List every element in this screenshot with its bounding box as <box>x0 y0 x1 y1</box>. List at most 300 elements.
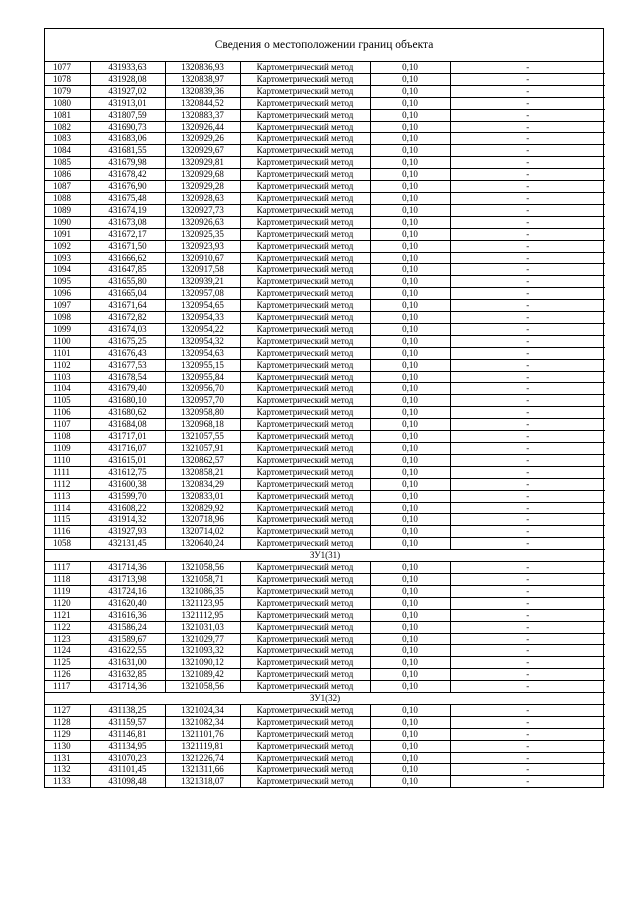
table-row <box>45 562 605 574</box>
method-cell: Картометрический метод <box>240 669 370 681</box>
method-cell: Картометрический метод <box>240 121 370 133</box>
y-coordinate-cell: 1321058,56 <box>165 681 240 693</box>
method-cell: Картометрический метод <box>240 169 370 181</box>
accuracy-cell: 0,10 <box>370 621 450 633</box>
table-row <box>45 431 605 443</box>
description-cell: - <box>450 216 605 228</box>
x-coordinate-cell: 431622,55 <box>90 645 165 657</box>
description-cell: - <box>450 562 605 574</box>
table-row <box>45 669 605 681</box>
table-row <box>45 490 605 502</box>
y-coordinate-cell: 1321057,55 <box>165 431 240 443</box>
method-cell: Картометрический метод <box>240 85 370 97</box>
description-cell: - <box>450 407 605 419</box>
description-cell: - <box>450 276 605 288</box>
y-coordinate-cell: 1321058,71 <box>165 573 240 585</box>
description-cell: - <box>450 633 605 645</box>
x-coordinate-cell: 431612,75 <box>90 466 165 478</box>
method-cell: Картометрический метод <box>240 288 370 300</box>
accuracy-cell: 0,10 <box>370 443 450 455</box>
y-coordinate-cell: 1320929,26 <box>165 133 240 145</box>
point-number-cell: 1098 <box>45 312 90 324</box>
point-number-cell: 1092 <box>45 240 90 252</box>
y-coordinate-cell: 1320954,65 <box>165 300 240 312</box>
x-coordinate-cell: 431678,42 <box>90 169 165 181</box>
method-cell: Картометрический метод <box>240 740 370 752</box>
table-row <box>45 514 605 526</box>
table-row <box>45 323 605 335</box>
table-row <box>45 585 605 597</box>
point-number-cell: 1096 <box>45 288 90 300</box>
point-number-cell: 1124 <box>45 645 90 657</box>
table-row <box>45 216 605 228</box>
y-coordinate-cell: 1320718,96 <box>165 514 240 526</box>
table-row <box>45 109 605 121</box>
x-coordinate-cell: 431675,25 <box>90 335 165 347</box>
method-cell: Картометрический метод <box>240 347 370 359</box>
accuracy-cell: 0,10 <box>370 85 450 97</box>
method-cell: Картометрический метод <box>240 371 370 383</box>
section-label: ЗУ1(32) <box>45 693 605 705</box>
point-number-cell: 1122 <box>45 621 90 633</box>
accuracy-cell: 0,10 <box>370 216 450 228</box>
method-cell: Картометрический метод <box>240 538 370 550</box>
y-coordinate-cell: 1320957,08 <box>165 288 240 300</box>
method-cell: Картометрический метод <box>240 192 370 204</box>
method-cell: Картометрический метод <box>240 145 370 157</box>
table-row <box>45 359 605 371</box>
y-coordinate-cell: 1321311,66 <box>165 764 240 776</box>
description-cell: - <box>450 704 605 716</box>
description-cell: - <box>450 621 605 633</box>
x-coordinate-cell: 431717,01 <box>90 431 165 443</box>
description-cell: - <box>450 73 605 85</box>
point-number-cell: 1113 <box>45 490 90 502</box>
table-row <box>45 335 605 347</box>
x-coordinate-cell: 432131,45 <box>90 538 165 550</box>
method-cell: Картометрический метод <box>240 562 370 574</box>
y-coordinate-cell: 1321057,91 <box>165 443 240 455</box>
x-coordinate-cell: 431677,53 <box>90 359 165 371</box>
point-number-cell: 1125 <box>45 657 90 669</box>
x-coordinate-cell: 431680,62 <box>90 407 165 419</box>
table-row <box>45 478 605 490</box>
table-row <box>45 383 605 395</box>
y-coordinate-cell: 1321090,12 <box>165 657 240 669</box>
description-cell: - <box>450 609 605 621</box>
method-cell: Картометрический метод <box>240 752 370 764</box>
y-coordinate-cell: 1320954,63 <box>165 347 240 359</box>
table-row <box>45 728 605 740</box>
description-cell: - <box>450 359 605 371</box>
description-cell: - <box>450 240 605 252</box>
point-number-cell: 1103 <box>45 371 90 383</box>
point-number-cell: 1111 <box>45 466 90 478</box>
table-row <box>45 573 605 585</box>
x-coordinate-cell: 431679,40 <box>90 383 165 395</box>
method-cell: Картометрический метод <box>240 454 370 466</box>
table-row <box>45 657 605 669</box>
x-coordinate-cell: 431716,07 <box>90 443 165 455</box>
y-coordinate-cell: 1320640,24 <box>165 538 240 550</box>
y-coordinate-cell: 1321093,32 <box>165 645 240 657</box>
x-coordinate-cell: 431146,81 <box>90 728 165 740</box>
method-cell: Картометрический метод <box>240 764 370 776</box>
y-coordinate-cell: 1320954,33 <box>165 312 240 324</box>
method-cell: Картометрический метод <box>240 228 370 240</box>
y-coordinate-cell: 1320714,02 <box>165 526 240 538</box>
description-cell: - <box>450 514 605 526</box>
description-cell: - <box>450 145 605 157</box>
y-coordinate-cell: 1320858,21 <box>165 466 240 478</box>
table-row <box>45 347 605 359</box>
y-coordinate-cell: 1321123,95 <box>165 597 240 609</box>
x-coordinate-cell: 431672,17 <box>90 228 165 240</box>
y-coordinate-cell: 1320917,58 <box>165 264 240 276</box>
method-cell: Картометрический метод <box>240 204 370 216</box>
method-cell: Картометрический метод <box>240 335 370 347</box>
x-coordinate-cell: 431589,67 <box>90 633 165 645</box>
accuracy-cell: 0,10 <box>370 97 450 109</box>
method-cell: Картометрический метод <box>240 514 370 526</box>
y-coordinate-cell: 1320844,52 <box>165 97 240 109</box>
table-row <box>45 538 605 550</box>
point-number-cell: 1102 <box>45 359 90 371</box>
accuracy-cell: 0,10 <box>370 192 450 204</box>
description-cell: - <box>450 133 605 145</box>
table-row <box>45 502 605 514</box>
section-label: ЗУ1(31) <box>45 550 605 562</box>
x-coordinate-cell: 431673,08 <box>90 216 165 228</box>
accuracy-cell: 0,10 <box>370 347 450 359</box>
description-cell: - <box>450 573 605 585</box>
description-cell: - <box>450 526 605 538</box>
point-number-cell: 1127 <box>45 704 90 716</box>
method-cell: Картометрический метод <box>240 704 370 716</box>
y-coordinate-cell: 1320836,93 <box>165 62 240 73</box>
method-cell: Картометрический метод <box>240 323 370 335</box>
table-row <box>45 204 605 216</box>
point-number-cell: 1109 <box>45 443 90 455</box>
x-coordinate-cell: 431724,16 <box>90 585 165 597</box>
method-cell: Картометрический метод <box>240 109 370 121</box>
x-coordinate-cell: 431647,85 <box>90 264 165 276</box>
x-coordinate-cell: 431070,23 <box>90 752 165 764</box>
y-coordinate-cell: 1321101,76 <box>165 728 240 740</box>
table-row <box>45 240 605 252</box>
y-coordinate-cell: 1320958,80 <box>165 407 240 419</box>
y-coordinate-cell: 1321082,34 <box>165 716 240 728</box>
point-number-cell: 1108 <box>45 431 90 443</box>
accuracy-cell: 0,10 <box>370 323 450 335</box>
point-number-cell: 1089 <box>45 204 90 216</box>
method-cell: Картометрический метод <box>240 502 370 514</box>
table-row <box>45 85 605 97</box>
point-number-cell: 1077 <box>45 62 90 73</box>
table-row <box>45 466 605 478</box>
table-row <box>45 752 605 764</box>
method-cell: Картометрический метод <box>240 359 370 371</box>
description-cell: - <box>450 597 605 609</box>
point-number-cell: 1117 <box>45 562 90 574</box>
table-row <box>45 62 605 73</box>
description-cell: - <box>450 252 605 264</box>
y-coordinate-cell: 1321029,77 <box>165 633 240 645</box>
x-coordinate-cell: 431914,32 <box>90 514 165 526</box>
point-number-cell: 1085 <box>45 157 90 169</box>
method-cell: Картометрический метод <box>240 264 370 276</box>
accuracy-cell: 0,10 <box>370 73 450 85</box>
description-cell: - <box>526 776 530 787</box>
description-cell: - <box>450 204 605 216</box>
method-cell: Картометрический метод <box>240 312 370 324</box>
y-coordinate-cell: 1321119,81 <box>165 740 240 752</box>
y-coordinate-cell: 1320939,21 <box>165 276 240 288</box>
x-coordinate-cell: 431807,59 <box>90 109 165 121</box>
method-cell: Картометрический метод <box>240 181 370 193</box>
table-row <box>45 704 605 716</box>
accuracy-cell: 0,10 <box>370 264 450 276</box>
accuracy-cell: 0,10 <box>370 371 450 383</box>
x-coordinate-cell: 431678,54 <box>90 371 165 383</box>
point-number-cell: 1107 <box>45 419 90 431</box>
description-cell: - <box>450 478 605 490</box>
table-row <box>45 526 605 538</box>
table-row <box>45 97 605 109</box>
y-coordinate-cell: 1321024,34 <box>165 704 240 716</box>
accuracy-cell: 0,10 <box>370 776 450 787</box>
method-cell: Картометрический метод <box>240 621 370 633</box>
x-coordinate-cell: 431927,93 <box>90 526 165 538</box>
y-coordinate-cell: 1320910,67 <box>165 252 240 264</box>
point-number-cell: 1101 <box>45 347 90 359</box>
point-number-cell: 1117 <box>45 681 90 693</box>
table-row <box>45 633 605 645</box>
y-coordinate-cell: 1320834,29 <box>165 478 240 490</box>
point-number-cell: 1081 <box>45 109 90 121</box>
table-row <box>45 264 605 276</box>
description-cell: - <box>450 490 605 502</box>
accuracy-cell: 0,10 <box>370 157 450 169</box>
table-row <box>45 228 605 240</box>
accuracy-cell: 0,10 <box>370 276 450 288</box>
y-coordinate-cell: 1320928,63 <box>165 192 240 204</box>
method-cell: Картометрический метод <box>240 728 370 740</box>
x-coordinate-cell: 431676,90 <box>90 181 165 193</box>
table-row <box>45 419 605 431</box>
table-row <box>45 121 605 133</box>
point-number-cell: 1104 <box>45 383 90 395</box>
description-cell: - <box>450 728 605 740</box>
method-cell: Картометрический метод <box>240 609 370 621</box>
x-coordinate-cell: 431676,43 <box>90 347 165 359</box>
description-cell: - <box>450 669 605 681</box>
accuracy-cell: 0,10 <box>370 121 450 133</box>
accuracy-cell: 0,10 <box>370 359 450 371</box>
point-number-cell: 1114 <box>45 502 90 514</box>
accuracy-cell: 0,10 <box>370 562 450 574</box>
method-cell: Картометрический метод <box>240 585 370 597</box>
y-coordinate-cell: 1320883,37 <box>165 109 240 121</box>
table-row <box>45 157 605 169</box>
table-row <box>45 73 605 85</box>
x-coordinate-cell: 431684,08 <box>90 419 165 431</box>
description-cell: - <box>450 419 605 431</box>
table-row <box>45 192 605 204</box>
description-cell: - <box>450 181 605 193</box>
accuracy-cell: 0,10 <box>370 645 450 657</box>
table-row <box>45 395 605 407</box>
method-cell: Картометрический метод <box>240 276 370 288</box>
accuracy-cell: 0,10 <box>370 252 450 264</box>
point-number-cell: 1106 <box>45 407 90 419</box>
y-coordinate-cell: 1320955,84 <box>165 371 240 383</box>
method-cell: Картометрический метод <box>240 478 370 490</box>
x-coordinate-cell: 431672,82 <box>90 312 165 324</box>
x-coordinate-cell: 431134,95 <box>90 740 165 752</box>
y-coordinate-cell: 1320925,35 <box>165 228 240 240</box>
y-coordinate-cell: 1320839,36 <box>165 85 240 97</box>
point-number-cell: 1088 <box>45 192 90 204</box>
accuracy-cell: 0,10 <box>370 181 450 193</box>
description-cell: - <box>450 657 605 669</box>
x-coordinate-cell: 431933,63 <box>90 62 165 73</box>
accuracy-cell: 0,10 <box>370 419 450 431</box>
description-cell: - <box>450 323 605 335</box>
method-cell: Картометрический метод <box>240 526 370 538</box>
y-coordinate-cell: 1320929,28 <box>165 181 240 193</box>
method-cell: Картометрический метод <box>240 157 370 169</box>
point-number-cell: 1082 <box>45 121 90 133</box>
point-number-cell: 1112 <box>45 478 90 490</box>
method-cell: Картометрический метод <box>240 633 370 645</box>
description-cell: - <box>450 681 605 693</box>
x-coordinate-cell: 431655,80 <box>90 276 165 288</box>
point-number-cell: 1119 <box>45 585 90 597</box>
table-row <box>45 597 605 609</box>
description-cell: - <box>450 97 605 109</box>
point-number-cell: 1086 <box>45 169 90 181</box>
x-coordinate-cell: 431159,57 <box>90 716 165 728</box>
point-number-cell: 1126 <box>45 669 90 681</box>
x-coordinate-cell: 431913,01 <box>90 97 165 109</box>
point-number-cell: 1132 <box>45 764 90 776</box>
method-cell: Картометрический метод <box>240 300 370 312</box>
accuracy-cell: 0,10 <box>370 490 450 502</box>
description-cell: - <box>450 466 605 478</box>
x-coordinate-cell: 431600,38 <box>90 478 165 490</box>
point-number-cell: 1084 <box>45 145 90 157</box>
method-cell: Картометрический метод <box>240 73 370 85</box>
method-cell: Картометрический метод <box>240 466 370 478</box>
description-cell: - <box>450 157 605 169</box>
method-cell: Картометрический метод <box>240 645 370 657</box>
method-cell: Картометрический метод <box>240 216 370 228</box>
point-number-cell: 1130 <box>45 740 90 752</box>
description-cell: - <box>450 300 605 312</box>
accuracy-cell: 0,10 <box>370 169 450 181</box>
method-cell: Картометрический метод <box>240 776 370 787</box>
description-cell: - <box>450 431 605 443</box>
method-cell: Картометрический метод <box>240 62 370 73</box>
x-coordinate-cell: 431615,01 <box>90 454 165 466</box>
point-number-cell: 1058 <box>45 538 90 550</box>
table-row <box>45 645 605 657</box>
point-number-cell: 1123 <box>45 633 90 645</box>
y-coordinate-cell: 1320927,73 <box>165 204 240 216</box>
description-cell: - <box>450 62 605 73</box>
point-number-cell: 1093 <box>45 252 90 264</box>
description-cell: - <box>450 335 605 347</box>
accuracy-cell: 0,10 <box>370 454 450 466</box>
accuracy-cell: 0,10 <box>370 752 450 764</box>
description-cell: - <box>450 264 605 276</box>
y-coordinate-cell: 1320926,44 <box>165 121 240 133</box>
point-number-cell: 1090 <box>45 216 90 228</box>
boundary-table-frame <box>44 28 604 788</box>
accuracy-cell: 0,10 <box>370 478 450 490</box>
description-cell: - <box>450 454 605 466</box>
point-number-cell: 1099 <box>45 323 90 335</box>
y-coordinate-cell: 1320957,70 <box>165 395 240 407</box>
point-number-cell: 1116 <box>45 526 90 538</box>
accuracy-cell: 0,10 <box>370 395 450 407</box>
accuracy-cell: 0,10 <box>370 204 450 216</box>
point-number-cell: 1095 <box>45 276 90 288</box>
accuracy-cell: 0,10 <box>370 228 450 240</box>
accuracy-cell: 0,10 <box>370 502 450 514</box>
y-coordinate-cell: 1320862,57 <box>165 454 240 466</box>
table-row <box>45 621 605 633</box>
y-coordinate-cell: 1321226,74 <box>165 752 240 764</box>
table-row <box>45 443 605 455</box>
description-cell: - <box>450 371 605 383</box>
table-row <box>45 276 605 288</box>
description-cell: - <box>450 121 605 133</box>
accuracy-cell: 0,10 <box>370 288 450 300</box>
description-cell: - <box>450 502 605 514</box>
y-coordinate-cell: 1321089,42 <box>165 669 240 681</box>
method-cell: Картометрический метод <box>240 252 370 264</box>
point-number-cell: 1121 <box>45 609 90 621</box>
y-coordinate-cell: 1320954,32 <box>165 335 240 347</box>
point-number-cell: 1129 <box>45 728 90 740</box>
point-number-cell: 1133 <box>45 776 90 787</box>
table-row <box>45 288 605 300</box>
table-row <box>45 776 605 787</box>
y-coordinate-cell: 1321318,07 <box>165 776 240 787</box>
point-number-cell: 1100 <box>45 335 90 347</box>
y-coordinate-cell: 1320929,68 <box>165 169 240 181</box>
method-cell: Картометрический метод <box>240 573 370 585</box>
point-number-cell: 1080 <box>45 97 90 109</box>
accuracy-cell: 0,10 <box>370 704 450 716</box>
accuracy-cell: 0,10 <box>370 728 450 740</box>
method-cell: Картометрический метод <box>240 431 370 443</box>
table-row <box>45 133 605 145</box>
accuracy-cell: 0,10 <box>370 109 450 121</box>
point-number-cell: 1105 <box>45 395 90 407</box>
point-number-cell: 1094 <box>45 264 90 276</box>
x-coordinate-cell: 431928,08 <box>90 73 165 85</box>
point-number-cell: 1083 <box>45 133 90 145</box>
description-cell: - <box>450 645 605 657</box>
y-coordinate-cell: 1321112,95 <box>165 609 240 621</box>
point-number-cell: 1115 <box>45 514 90 526</box>
x-coordinate-cell: 431632,85 <box>90 669 165 681</box>
x-coordinate-cell: 431671,50 <box>90 240 165 252</box>
table-row <box>45 454 605 466</box>
